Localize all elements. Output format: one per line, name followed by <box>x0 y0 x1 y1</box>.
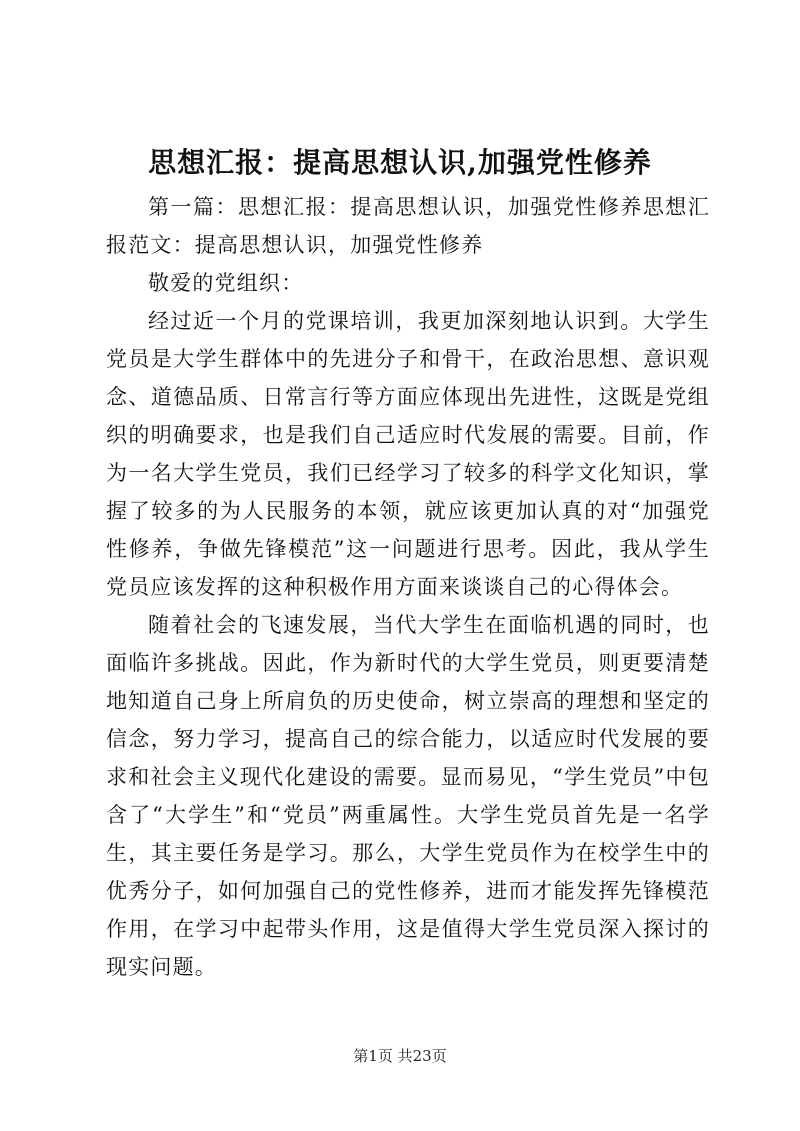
paragraph-salutation: 敬爱的党组织： <box>148 271 304 295</box>
page-number-footer: 第1页 共23页 <box>353 1047 447 1065</box>
document-body <box>106 188 710 986</box>
paragraph-body-1: 经过近一个月的党课培训，我更加深刻地认识到。大学生党员是大学生群体中的先进分子和骨干，在政治思想、意识观念、道德品质、日常言行等方面应体现出先进性，这既是党组织的明确要求，也是我们自己适应时代发展的需要。目前，作为一名大学生党员，我们已经学习了较多的科学文化知识，掌握了较多的为人民服务的本领，就应该更加认真的对“加强党性修养，争做先锋模范”这一问题进行思考。因此，我从学生党员应该发挥的这种积极作用方面来谈谈自己的心得体会。 <box>106 309 710 599</box>
paragraph-body-2: 随着社会的飞速发展，当代大学生在面临机遇的同时，也面临许多挑战。因此，作为新时代的大学生党员，则更要清楚地知道自己身上所肩负的历史使命，树立崇高的理想和坚定的信念，努力学习，提高自己的综合能力，以适应时代发展的要求和社会主义现代化建设的需要。显而易见，“学生党员”中包含了“大学生”和“党员”两重属性。大学生党员首先是一名学生，其主要任务是学习。那么，大学生党员作为在校学生中的优秀分子，如何加强自己的党性修养，进而才能发挥先锋模范作用，在学习中起带头作用，这是值得大学生党员深入探讨的现实问题。 <box>106 613 710 979</box>
document-title: 思想汇报：提高思想认识,加强党性修养 <box>148 146 652 179</box>
paragraph-subtitle: 第一篇：思想汇报：提高思想认识，加强党性修养思想汇报范文：提高思想认识，加强党性修养 <box>106 195 710 257</box>
